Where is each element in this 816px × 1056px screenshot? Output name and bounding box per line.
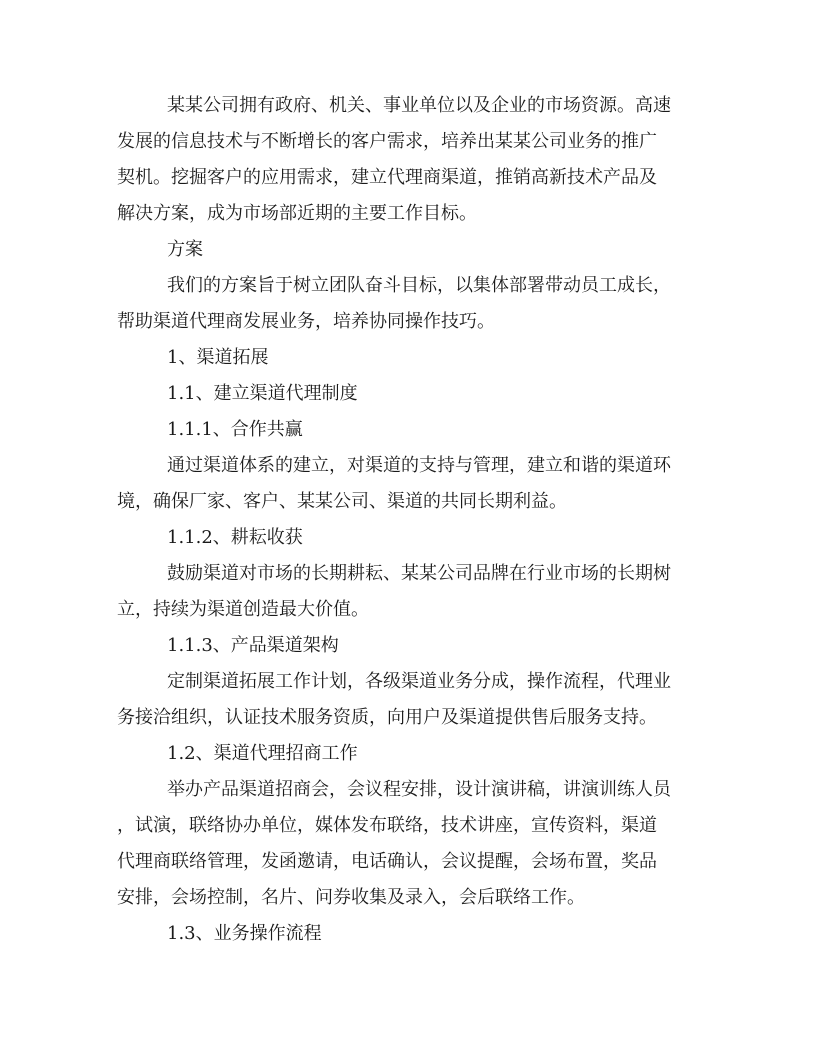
section-heading: 1.1.1、合作共赢 bbox=[167, 419, 303, 440]
paragraph-line: ，试演，联络协办单位，媒体发布联络，技术讲座，宣传资料，渠道 bbox=[117, 815, 657, 836]
section-heading: 1.1.2、耕耘收获 bbox=[167, 527, 303, 548]
paragraph-line: 某某公司拥有政府、机关、事业单位以及企业的市场资源。高速 bbox=[167, 95, 671, 116]
paragraph-line: 代理商联络管理，发函邀请，电话确认，会议提醒，会场布置，奖品 bbox=[117, 851, 657, 872]
paragraph-line: 境，确保厂家、客户、某某公司、渠道的共同长期利益。 bbox=[117, 491, 567, 512]
paragraph-line: 举办产品渠道招商会，会议程安排，设计演讲稿，讲演训练人员 bbox=[167, 779, 671, 800]
section-heading: 1.2、渠道代理招商工作 bbox=[167, 743, 358, 764]
paragraph-line: 通过渠道体系的建立，对渠道的支持与管理，建立和谐的渠道环 bbox=[167, 455, 671, 476]
paragraph-line: 发展的信息技术与不断增长的客户需求，培养出某某公司业务的推广 bbox=[117, 131, 657, 152]
section-heading: 1、渠道拓展 bbox=[167, 347, 269, 368]
paragraph-line: 契机。挖掘客户的应用需求，建立代理商渠道，推销高新技术产品及 bbox=[117, 167, 657, 188]
paragraph-line: 安排，会场控制，名片、问券收集及录入，会后联络工作。 bbox=[117, 887, 585, 908]
section-heading: 1.1、建立渠道代理制度 bbox=[167, 383, 358, 404]
paragraph-line: 务接洽组织，认证技术服务资质，向用户及渠道提供售后服务支持。 bbox=[117, 707, 657, 728]
paragraph-line: 我们的方案旨于树立团队奋斗目标，以集体部署带动员工成长， bbox=[167, 275, 671, 296]
paragraph-line: 定制渠道拓展工作计划，各级渠道业务分成，操作流程，代理业 bbox=[167, 671, 671, 692]
section-heading: 1.1.3、产品渠道架构 bbox=[167, 635, 339, 656]
paragraph-line: 鼓励渠道对市场的长期耕耘、某某公司品牌在行业市场的长期树 bbox=[167, 563, 671, 584]
paragraph-line: 帮助渠道代理商发展业务，培养协同操作技巧。 bbox=[117, 311, 495, 332]
paragraph-line: 立，持续为渠道创造最大价值。 bbox=[117, 599, 369, 620]
section-heading: 方案 bbox=[167, 239, 203, 260]
paragraph-line: 解决方案，成为市场部近期的主要工作目标。 bbox=[117, 203, 477, 224]
section-heading: 1.3、业务操作流程 bbox=[167, 923, 322, 944]
